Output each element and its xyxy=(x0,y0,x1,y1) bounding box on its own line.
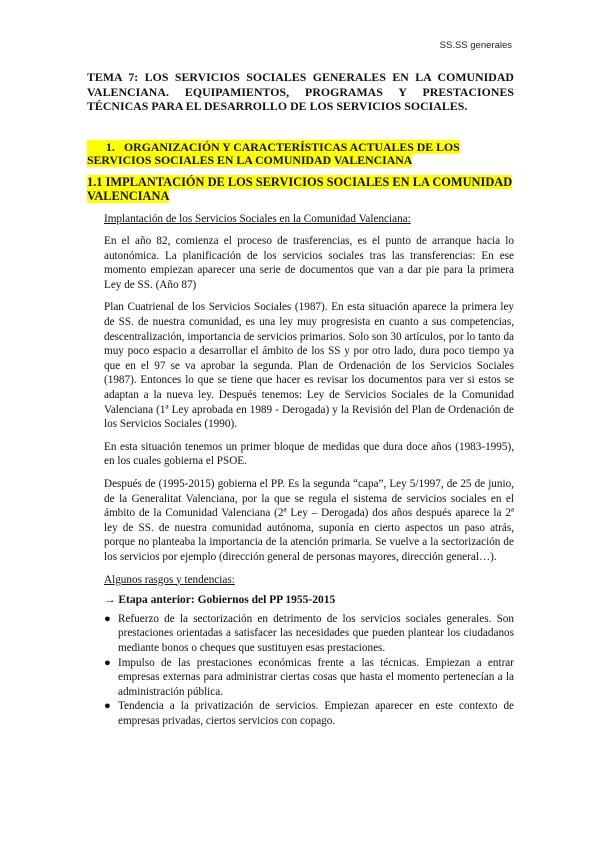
section-1-title: ORGANIZACIÓN Y CARACTERÍSTICAS ACTUALES DE LOS SERVICIOS SOCIALES EN LA COMUNIDAD VALENCIANA xyxy=(87,139,460,167)
section-1-heading xyxy=(87,141,514,168)
document-content xyxy=(87,70,514,729)
list-item-text: Tendencia a la privatización de servicios. Empiezan aparecer en este contexto de empresas privadas, ciertos servicios con copago. xyxy=(118,700,514,727)
list-item-text: Refuerzo de la sectorización en detrimento de los servicios sociales generales. Son prestaciones orientadas a satisfacer las necesidades que pueden plantear los ciudadanos mediante bonos o cheques que sustituyen esas prestaciones. xyxy=(118,612,514,654)
tendencias-list xyxy=(87,612,514,729)
paragraph-2: Plan Cuatrienal de los Servicios Sociales (1987). En esta situación aparece la primera ley de SS. de nuestra comunidad, es una ley muy progresista en cuanto a sus competencias, descentralización, importancia de servicios primarios. Solo son 30 artículos, por lo tanto da muy poco espacio a desarrollar el ámbito de los SS y por otro lado, dura poco tiempo ya que en el 97 se va aprobar la segunda. Plan de Ordenación de los Servicios Sociales (1987). Entonces lo que se tiene que hacer es revisar los documentos para ver si estos se adaptan a la nueva ley. Después tenemos: Ley de Servicios Sociales de la Comunidad Valenciana (1ª Ley aprobada en 1989 - Derogada) y la Revisión del Plan de Ordenación de los Servicios Sociales (1990). xyxy=(104,301,514,431)
list-item xyxy=(87,612,514,656)
page-header: SS.SS generales xyxy=(439,40,512,51)
paragraph-3: En esta situación tenemos un primer bloque de medidas que dura doce años (1983-1995), en los cuales gobierna el PSOE. xyxy=(104,440,514,468)
section-1-text xyxy=(87,140,460,168)
list-item xyxy=(87,699,514,728)
list-item xyxy=(87,656,514,700)
paragraph-4: Después de (1995-2015) gobierna el PP. Es la segunda “capa”, Ley 5/1997, de 25 de junio, de la Generalitat Valenciana, por la que se regula el sistema de servicios sociales en el ámbito de la Comunidad Valenciana (2ª Ley – Derogada) dos años después aparece la 2ª ley de SS. de nuestra comunidad autónoma, suponía en cierto aspectos un paso atrás, porque no planteaba la importancia de la atención primaria. Se vuelve a la sectorización de los servicios por ejemplo (dirección general de personas mayores, dirección general…). xyxy=(104,478,514,563)
bullet-icon: ● xyxy=(104,612,111,625)
bullet-icon: ● xyxy=(104,656,111,669)
etapa-heading xyxy=(104,593,514,608)
section-1-number: 1. xyxy=(106,139,115,154)
rasgos-subheading: Algunos rasgos y tendencias: xyxy=(104,573,235,586)
implantacion-subheading: Implantación de los Servicios Sociales en la Comunidad Valenciana: xyxy=(104,212,411,225)
bullet-icon: ● xyxy=(104,700,111,713)
section-1-1-title: 1.1 IMPLANTACIÓN DE LOS SERVICIOS SOCIALES EN LA COMUNIDAD VALENCIANA xyxy=(87,174,513,203)
paragraph-1: En el año 82, comienza el proceso de trasferencias, es el punto de arranque hacia lo autonómica. La planificación de los servicios sociales tras las transferencias: En ese momento empiezan aparecer una serie de documentos que van a dar pie para la primera Ley de SS. (Año 87) xyxy=(104,235,514,291)
document-title: TEMA 7: LOS SERVICIOS SOCIALES GENERALES EN LA COMUNIDAD VALENCIANA. EQUIPAMIENTOS, PROGRAMAS Y PRESTACIONES TÉCNICAS PARA EL DESARROLLO DE LOS SERVICIOS SOCIALES. xyxy=(87,70,514,113)
section-1-1-heading xyxy=(87,175,514,204)
list-item-text: Impulso de las prestaciones económicas frente a las técnicas. Empiezan a entrar empresas externas para administrar ciertas cosas que hasta el momento pertenecían a la administración pública. xyxy=(118,656,514,698)
arrow-icon: → xyxy=(104,594,116,607)
etapa-label: Etapa anterior: Gobiernos del PP 1955-2015 xyxy=(118,594,336,607)
